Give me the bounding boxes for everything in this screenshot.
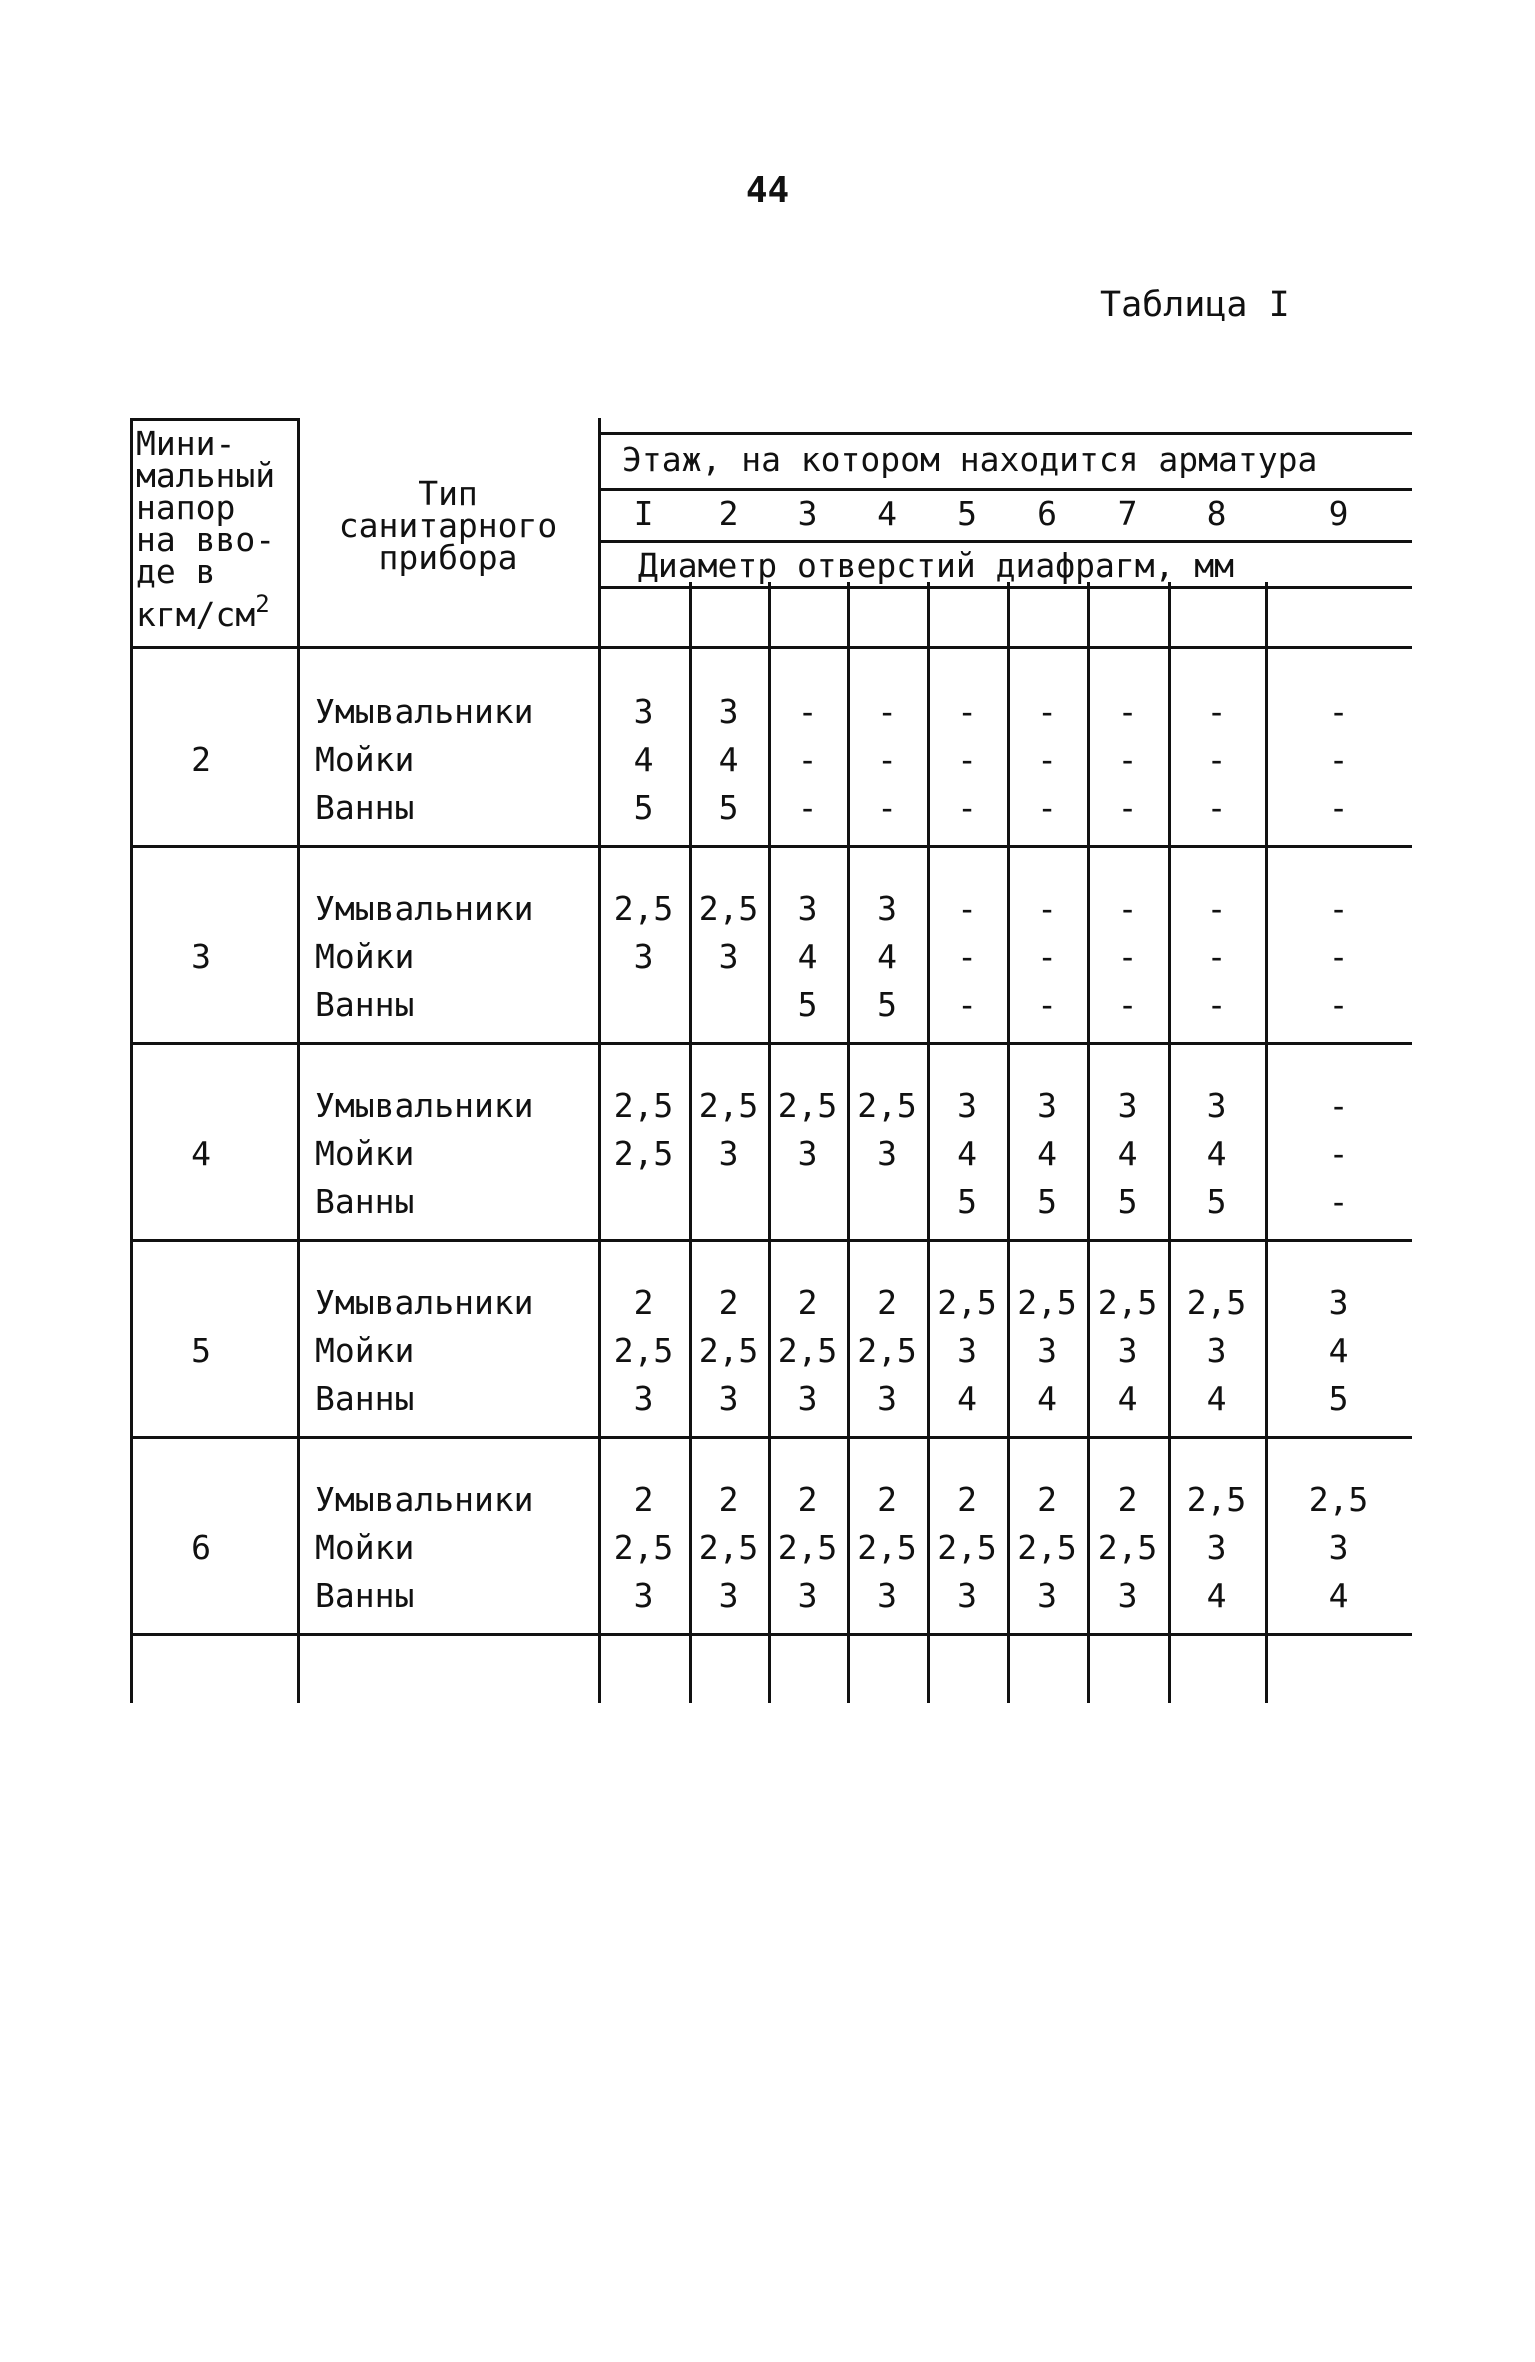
diameter-value: 4 [797,937,818,976]
diameter-value: - [957,889,977,928]
diameter-value: - [1037,740,1057,779]
diameter-value: 3 [957,1331,977,1370]
diameter-value: - [1328,692,1349,731]
diameter-value: 3 [877,889,897,928]
diameter-value: - [797,692,818,731]
diameter-value: 3 [633,937,654,976]
diameter-value: 2 [797,1283,818,1322]
pressure-header-line: де в [136,552,216,591]
diameter-value: 3 [1328,1283,1349,1322]
diameter-value: - [1206,740,1227,779]
diameter-value: 2,5 [1186,1480,1247,1519]
diameter-value: 2,5 [1097,1283,1158,1322]
pressure-header-line: на вво- [136,520,276,559]
floor-column-divider [689,582,692,1703]
diameter-value: 4 [1117,1134,1138,1173]
diameter-value: 3 [1037,1086,1057,1125]
diameter-value: 4 [1037,1379,1057,1418]
fixture-name: Умывальники [315,889,534,928]
diameter-value: - [1206,788,1227,827]
diameter-value: 2,5 [698,1528,759,1567]
diameter-value: 3 [718,1134,739,1173]
diameter-value: 3 [1117,1576,1138,1615]
diameter-value: 5 [877,985,897,1024]
diameter-value: 5 [718,788,739,827]
diameter-value: 2,5 [777,1331,838,1370]
diameter-value: 2,5 [613,1086,674,1125]
diameter-value: - [957,692,977,731]
diameter-value: 2,5 [1308,1480,1369,1519]
diameter-value: 3 [633,1576,654,1615]
fixture-name: Мойки [315,1528,415,1567]
diameter-value: 2 [957,1480,977,1519]
diameter-value: 4 [877,937,897,976]
floor-number: I [633,494,654,533]
diameter-value: 2,5 [698,1331,759,1370]
fixture-name: Мойки [315,937,415,976]
diameter-title-line [598,586,1412,589]
diameter-value: 2 [1117,1480,1138,1519]
table-border-left [130,418,133,1703]
column-divider [598,418,601,1703]
floor-column-divider [1087,582,1090,1703]
diameter-value: 3 [633,1379,654,1418]
floor-column-divider [847,582,850,1703]
diameter-value: 3 [1117,1331,1138,1370]
diameter-value: - [1117,740,1138,779]
diameter-value: - [957,937,977,976]
diameter-value: - [1328,740,1349,779]
diameter-value: 2,5 [1186,1283,1247,1322]
floor-number: 3 [797,494,818,533]
diameter-value: 4 [1206,1576,1227,1615]
diameter-value: - [1206,937,1227,976]
diameter-value: 2,5 [857,1528,917,1567]
diameter-value: 2 [797,1480,818,1519]
floor-number: 9 [1328,494,1349,533]
diameter-value: - [877,788,897,827]
diameter-value: 4 [1328,1331,1349,1370]
floor-column-divider [1168,582,1171,1703]
diameter-value: 3 [957,1576,977,1615]
diameter-value: - [1117,788,1138,827]
pressure-header-line: мальный [136,456,276,495]
pressure-value: 3 [191,937,211,976]
diameter-value: 4 [957,1379,977,1418]
fixture-name: Умывальники [315,1480,534,1519]
diameter-value: - [1037,937,1057,976]
diameter-value: 5 [1328,1379,1349,1418]
diameter-value: - [797,740,818,779]
floor-number: 8 [1206,494,1227,533]
diameter-value: - [1037,985,1057,1024]
pressure-value: 4 [191,1134,211,1173]
diameter-value: 3 [1206,1086,1227,1125]
diameter-value: - [1328,1134,1349,1173]
group-separator [130,1633,1412,1636]
diameter-value: - [1328,985,1349,1024]
diameter-value: 3 [797,1576,818,1615]
diameter-value: 5 [1206,1182,1227,1221]
diameter-value: 2 [877,1283,897,1322]
floor-number: 4 [877,494,897,533]
pressure-value: 6 [191,1528,211,1567]
diameter-value: 2 [718,1283,739,1322]
diameter-value: 2,5 [857,1086,917,1125]
diameter-value: 2,5 [937,1528,997,1567]
diameter-value: 2,5 [857,1331,917,1370]
diameter-value: 4 [1206,1134,1227,1173]
diameter-value: 2,5 [698,1086,759,1125]
diameter-value: 5 [797,985,818,1024]
diameter-value: 2,5 [613,1134,674,1173]
diameter-value: - [1037,889,1057,928]
diameter-value: - [1206,692,1227,731]
diameter-value: 4 [718,740,739,779]
diameter-value: 4 [1117,1379,1138,1418]
floor-number: 6 [1037,494,1057,533]
diameter-value: 3 [877,1379,897,1418]
diameter-value: 3 [1206,1528,1227,1567]
diameter-value: 3 [797,1379,818,1418]
diameter-value: 3 [718,937,739,976]
diameter-value: 3 [718,692,739,731]
floor-column-divider [768,582,771,1703]
diameter-value: 2,5 [613,1331,674,1370]
pressure-header-line: Мини- [136,424,236,463]
fixture-name: Мойки [315,740,415,779]
fixture-name: Умывальники [315,692,534,731]
fixture-name: Мойки [315,1331,415,1370]
diameter-header-title: Диаметр отверстий диафрагм, мм [638,546,1235,585]
diameter-value: 3 [957,1086,977,1125]
diameter-value: 3 [1206,1331,1227,1370]
diameter-value: 2,5 [1017,1283,1077,1322]
header-top-line [598,432,1412,435]
pressure-header-superscript: 2 [255,590,270,618]
diameter-value: 2,5 [937,1283,997,1322]
diameter-value: 2,5 [1017,1528,1077,1567]
column-divider [297,418,300,1703]
diameter-value: 3 [1037,1331,1057,1370]
floor-number: 7 [1117,494,1138,533]
diameter-value: 3 [718,1576,739,1615]
floor-number: 2 [718,494,739,533]
diameter-value: 5 [1117,1182,1138,1221]
fixture-name: Ванны [315,788,415,827]
diameter-value: - [1117,985,1138,1024]
diameter-value: - [1328,1086,1349,1125]
diameter-value: - [1328,937,1349,976]
diameter-value: 4 [1037,1134,1057,1173]
fixture-name: Ванны [315,1182,415,1221]
floor-header-title: Этаж, на котором находится арматура [622,440,1318,479]
diameter-value: 3 [633,692,654,731]
diameter-value: - [1328,1182,1349,1221]
diameter-value: - [797,788,818,827]
diameter-value: - [877,692,897,731]
diameter-value: 2 [718,1480,739,1519]
diameter-value: 2,5 [777,1528,838,1567]
diameter-value: - [1117,889,1138,928]
group-separator [130,1436,1412,1439]
diameter-value: 5 [633,788,654,827]
floor-numbers-line [598,540,1412,543]
diameter-value: 3 [1328,1528,1349,1567]
diameter-value: - [957,788,977,827]
pressure-header-line: напор [136,488,236,527]
diameter-value: - [1328,889,1349,928]
diameter-value: 2,5 [1097,1528,1158,1567]
diameter-value: - [1037,692,1057,731]
fixture-name: Ванны [315,1379,415,1418]
diameter-value: - [957,985,977,1024]
page-number: 44 [745,170,790,211]
fixture-name: Умывальники [315,1283,534,1322]
diameter-value: 4 [1206,1379,1227,1418]
diameter-value: 2 [633,1480,654,1519]
data-table [130,418,1412,1703]
diameter-value: 2 [877,1480,897,1519]
fixture-header-line: прибора [378,538,518,577]
floor-number: 5 [957,494,977,533]
diameter-value: 5 [1037,1182,1057,1221]
diameter-value: 3 [1117,1086,1138,1125]
group-separator [130,1042,1412,1045]
diameter-value: 3 [1037,1576,1057,1615]
diameter-value: 4 [957,1134,977,1173]
diameter-value: 3 [718,1379,739,1418]
diameter-value: 3 [877,1576,897,1615]
pressure-value: 2 [191,740,211,779]
group-separator [130,845,1412,848]
diameter-value: 2 [1037,1480,1057,1519]
diameter-value: - [1328,788,1349,827]
diameter-value: 3 [877,1134,897,1173]
fixture-name: Мойки [315,1134,415,1173]
table-caption: Таблица I [1100,285,1290,325]
diameter-value: - [1037,788,1057,827]
diameter-value: 3 [797,889,818,928]
floor-column-divider [927,582,930,1703]
diameter-value: - [957,740,977,779]
diameter-value: 2,5 [698,889,759,928]
fixture-header-line: Тип [418,474,478,513]
diameter-value: - [1206,985,1227,1024]
floor-title-line [598,488,1412,491]
diameter-value: - [1117,692,1138,731]
pressure-value: 5 [191,1331,211,1370]
diameter-value: 2 [633,1283,654,1322]
diameter-value: 5 [957,1182,977,1221]
fixture-name: Ванны [315,985,415,1024]
diameter-value: - [1117,937,1138,976]
pressure-header-line: кгм/$см^2$ [136,590,270,634]
diameter-value: - [877,740,897,779]
floor-column-divider [1265,582,1268,1703]
diameter-value: 2,5 [613,889,674,928]
floor-column-divider [1007,582,1010,1703]
diameter-value: 2,5 [613,1528,674,1567]
header-bottom-line [130,646,1412,649]
fixture-header-line: санитарного [338,506,558,545]
diameter-value: 4 [633,740,654,779]
diameter-value: 2,5 [777,1086,838,1125]
group-separator [130,1239,1412,1242]
diameter-value: - [1206,889,1227,928]
fixture-name: Ванны [315,1576,415,1615]
diameter-value: 4 [1328,1576,1349,1615]
diameter-value: 3 [797,1134,818,1173]
header-top-line [130,418,297,421]
fixture-name: Умывальники [315,1086,534,1125]
